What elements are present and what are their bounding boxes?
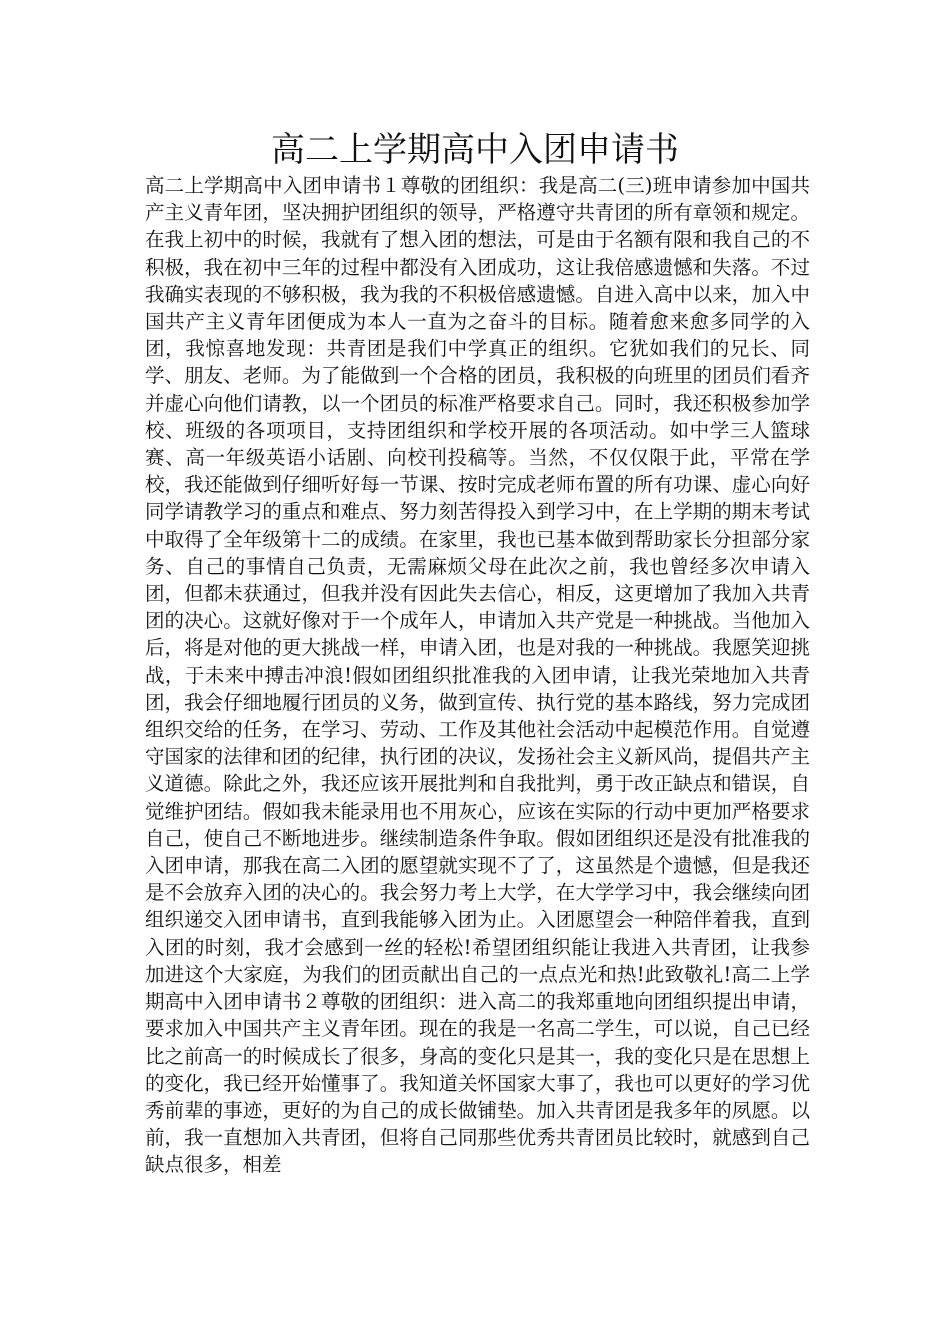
document-body: 高二上学期高中入团申请书１尊敬的团组织：我是高二(三)班申请参加中国共产主义青年团，坚决拥护团组织的领导，严格遵守共青团的所有章领和规定。在我上初中的时候，我就有了想入团的想法，可是由于名额有限和我自己的不积极，我在初中三年的过程中都没有入团成功，这让我倍感遗憾和失落。不过我确实表现的不够积极，我为我的不积极倍感遗憾。自进入高中以来，加入中国共产主义青年团便成为本人一直为之奋斗的目标。随着愈来愈多同学的入团，我惊喜地发现：共青团是我们中学真正的组织。它犹如我们的兄长、同学、朋友、老师。为了能做到一个合格的团员，我积极的向班里的团员们看齐并虚心向他们请教，以一个团员的标准严格要求自己。同时，我还积极参加学校、班级的各项项目，支持团组织和学校开展的各项活动。如中学三人篮球赛、高一年级英语小话剧、向校刊投稿等。当然，不仅仅限于此，平常在学校，我还能做到仔细听好每一节课、按时完成老师布置的所有功课、虚心向好同学请教学习的重点和难点、努力刻苦得投入到学习中，在上学期的期末考试中取得了全年级第十二的成绩。在家里，我也已基本做到帮助家长分担部分家务、自己的事情自己负责，无需麻烦父母在此次之前，我也曾经多次申请入团，但都未获通过，但我并没有因此失去信心，相反，这更增加了我加入共青团的决心。这就好像对于一个成年人，申请加入共产党是一种挑战。当他加入后，将是对他的更大挑战一样，申请入团，也是对我的一种挑战。我愿笑迎挑战，于未来中搏击冲浪!假如团组织批准我的入团申请，让我光荣地加入共青团，我会仔细地履行团员的义务，做到宣传、执行党的基本路线，努力完成团组织交给的任务，在学习、劳动、工作及其他社会活动中起模范作用。自觉遵守国家的法律和团的纪律，执行团的决议，发扬社会主义新风尚，提倡共产主义道德。除此之外，我还应该开展批判和自我批判，勇于改正缺点和错误，自觉维护团结。假如我未能录用也不用灰心，应该在实际的行动中更加严格要求自己，使自己不断地进步。继续制造条件争取。假如团组织还是没有批准我的入团申请，那我在高二入团的愿望就实现不了了，这虽然是个遗憾，但是我还是不会放弃入团的决心的。我会努力考上大学，在大学学习中，我会继续向团组织递交入团申请书，直到我能够入团为止。入团愿望会一种陪伴着我，直到入团的时刻，我才会感到一丝的轻松!希望团组织能让我进入共青团，让我参加进这个大家庭，为我们的团贡献出自己的一点点光和热!此致敬礼!高二上学期高中入团申请书２尊敬的团组织：进入高二的我郑重地向团组织提出申请，要求加入中国共产主义青年团。现在的我是一名高二学生，可以说，自己已经比之前高一的时候成长了很多，身高的变化只是其一，我的变化只是在思想上的变化，我已经开始懂事了。我知道关怀国家大事了，我也可以更好的学习优秀前辈的事迹，更好的为自己的成长做铺垫。加入共青团是我多年的夙愿。以前，我一直想加入共青团，但将自己同那些优秀共青团员比较时，就感到自己缺点很多，相差 xyxy=(145,174,810,1177)
document-title: 高二上学期高中入团申请书 xyxy=(271,130,679,170)
